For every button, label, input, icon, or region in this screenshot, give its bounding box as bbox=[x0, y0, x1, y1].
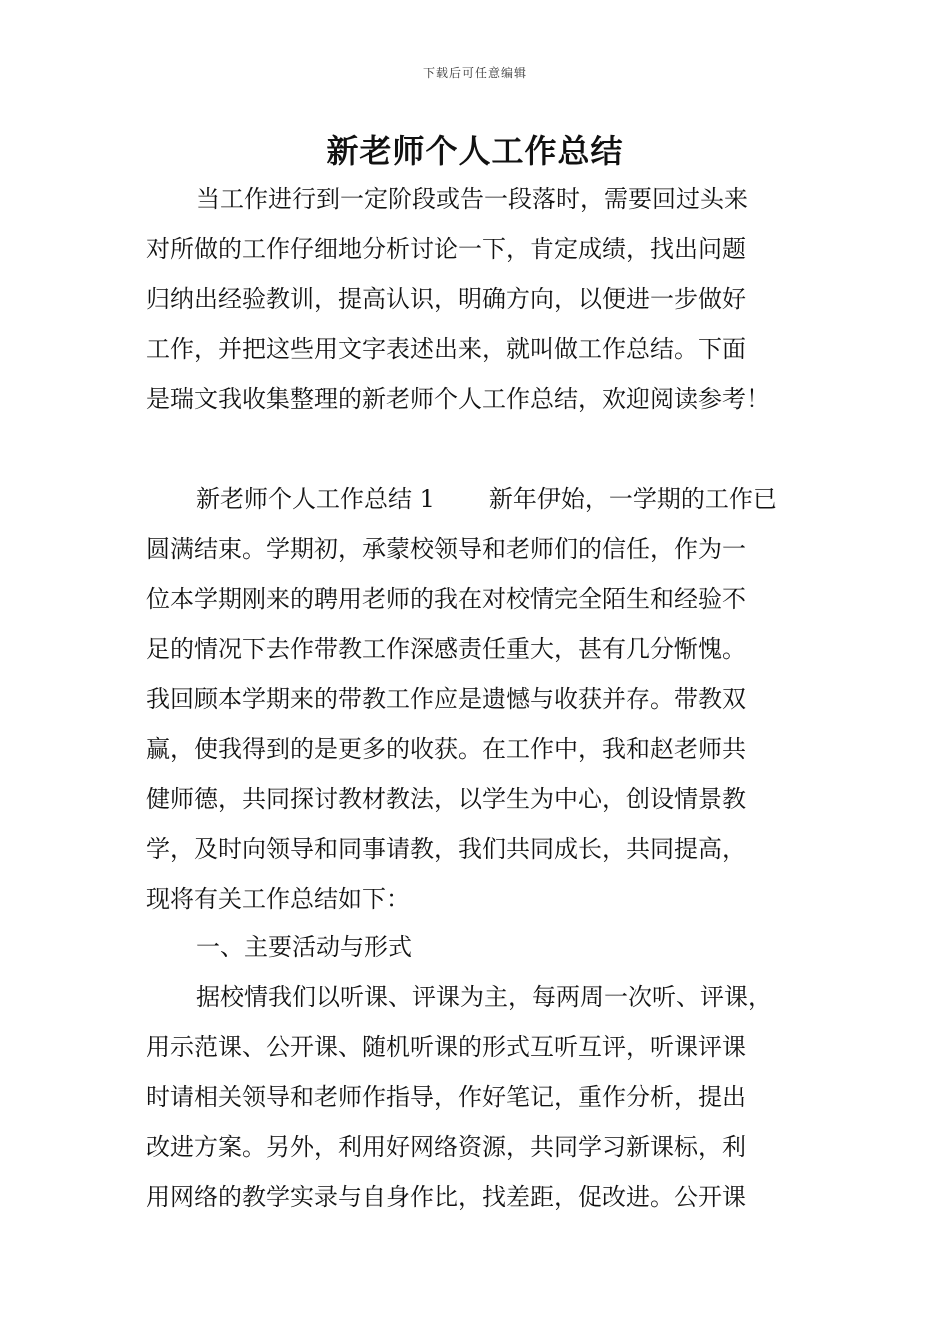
para2-line: 时请相关领导和老师作指导，作好笔记，重作分析，提出 bbox=[146, 1083, 746, 1111]
section1-first-line bbox=[196, 484, 810, 514]
section1-line: 现将有关工作总结如下： bbox=[146, 885, 410, 913]
intro-line-2: 对所做的工作仔细地分析讨论一下，肯定成绩，找出问题 bbox=[146, 235, 746, 263]
subheading-main-activities: 一、主要活动与形式 bbox=[196, 933, 412, 961]
section1-line: 健师德，共同探讨教材教法，以学生为中心，创设情景教 bbox=[146, 785, 746, 813]
intro-line-4: 工作，并把这些用文字表述出来，就叫做工作总结。下面 bbox=[146, 335, 746, 363]
section1-line: 足的情况下去作带教工作深感责任重大，甚有几分惭愧。 bbox=[146, 635, 746, 663]
para2-line: 用示范课、公开课、随机听课的形式互听互评，听课评课 bbox=[146, 1033, 746, 1061]
para2-line: 据校情我们以听课、评课为主，每两周一次听、评课， bbox=[196, 983, 772, 1011]
header-note: 下载后可任意编辑 bbox=[422, 66, 527, 80]
section1-line: 圆满结束。学期初，承蒙校领导和老师们的信任，作为一 bbox=[146, 535, 746, 563]
intro-line-3: 归纳出经验教训，提高认识，明确方向，以便进一步做好 bbox=[146, 285, 746, 313]
section1-label: 新老师个人工作总结 1 bbox=[196, 485, 435, 513]
intro-line-1: 当工作进行到一定阶段或告一段落时，需要回过头来 bbox=[196, 185, 748, 213]
para2-line: 改进方案。另外，利用好网络资源，共同学习新课标，利 bbox=[146, 1133, 746, 1161]
section1-first-line-text: 新年伊始，一学期的工作已 bbox=[488, 485, 777, 513]
document-title: 新老师个人工作总结 bbox=[326, 132, 624, 170]
section1-line: 赢，使我得到的是更多的收获。在工作中，我和赵老师共 bbox=[146, 735, 746, 763]
para2-line: 用网络的教学实录与自身作比，找差距，促改进。公开课 bbox=[146, 1183, 746, 1211]
section1-line: 我回顾本学期来的带教工作应是遗憾与收获并存。带教双 bbox=[146, 685, 746, 713]
intro-line-5: 是瑞文我收集整理的新老师个人工作总结，欢迎阅读参考！ bbox=[146, 385, 770, 413]
section1-line: 位本学期刚来的聘用老师的我在对校情完全陌生和经验不 bbox=[146, 585, 746, 613]
section1-line: 学，及时向领导和同事请教，我们共同成长，共同提高， bbox=[146, 835, 746, 863]
